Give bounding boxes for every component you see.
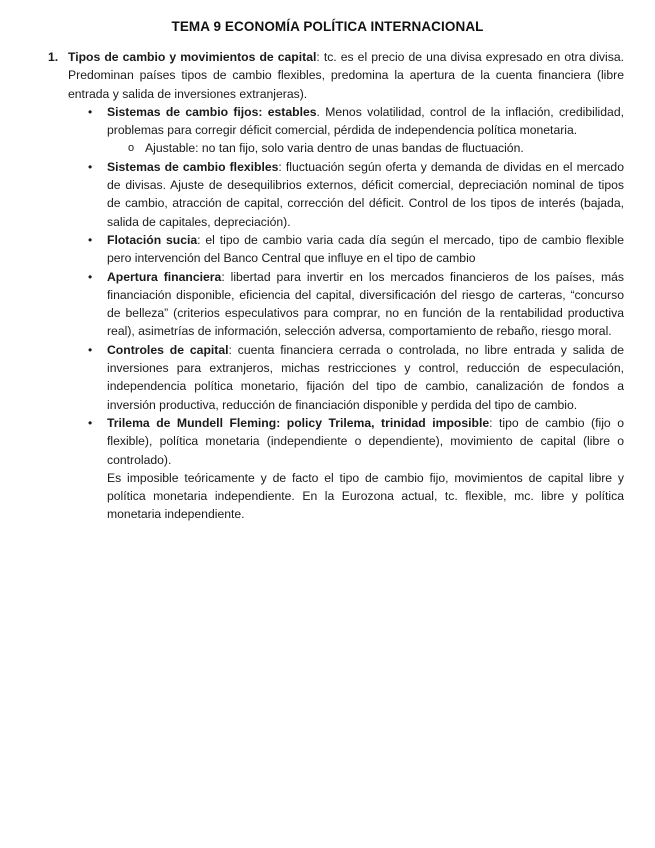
item-term: Sistemas de cambio flexibles [107,159,279,174]
list-item-capital-controls [88,341,625,414]
list-item-dirty-float [88,231,624,268]
document-title: TEMA 9 ECONOMÍA POLÍTICA INTERNACIONAL [171,19,484,34]
section-heading: Tipos de cambio y movimientos de capital [68,50,317,64]
item-text: : cuenta financiera cerrada o controlada, no libre entrada y salida de inversiones para extranjeros, michas restricciones y control, reducción de especulación, independencia política monetario, fijación del tipo de cambio, canalización de fondos a inversión productiva, reducción de financiación disponible y perdida del tipo de cambio. [107,342,625,412]
list-item-financial-openness [88,268,624,341]
list-item-trilemma [88,414,624,524]
sub-list [107,139,624,157]
item-text: : libertad para invertir en los mercados financieros de los países, más financiación disponible, eficiencia del capital, diversificación del riesgo de carteras, “concurso de belleza” (criterios especulativos para comprar, no en función de la rentabilidad productiva real), asimetrías de información, selección adversa, comportamiento de rebaño, riesgo moral. [107,269,624,339]
trilemma-conclusion: Es imposible teóricamente y de facto el tipo de cambio fijo, movimientos de capital libre y política monetaria independiente. En la Eurozona actual, tc. flexible, mc. libre y política monetaria independiente. [107,470,624,522]
item-term: Trilema de Mundell Fleming: policy Trilema, trinidad imposible [107,415,490,430]
section-number: 1. [48,50,59,64]
item-text: : fluctuación según oferta y demanda de dividas en el mercado de divisas. Ajuste de desequilibrios externos, déficit comercial, depreciación nominal de tipos de cambio, atracción de capital, corrección del déficit. Control de los tipos de interés (bajada, salida de capitales, depreciación). [107,159,624,229]
sub-item-text: Ajustable: no tan fijo, solo varia dentro de unas bandas de fluctuación. [145,141,524,156]
list-item-fixed-exchange [88,103,624,158]
bullet-icon: • [88,104,93,119]
bullet-icon: • [88,232,93,247]
list-item-flexible-exchange [88,158,624,231]
sub-bullet-icon: o [128,142,135,155]
bullet-icon: • [88,415,93,430]
item-text: . Menos volatilidad, control de la inflación, credibilidad, problemas para corregir déficit comercial, pérdida de independencia política monetaria. [107,104,624,138]
concept-list [68,103,624,524]
bullet-icon: • [88,342,93,357]
item-term: Controles de capital [107,342,229,357]
bullet-icon: • [88,159,93,174]
item-term: Sistemas de cambio fijos: estables [107,104,317,119]
item-text: : tipo de cambio (fijo o flexible), política monetaria (independiente o dependiente), movimiento de capital (libre o controlado). [107,415,624,467]
section-exchange-rates [48,48,625,524]
sub-list-item-adjustable [128,139,624,157]
item-term: Apertura financiera [107,269,222,284]
bullet-icon: • [88,269,93,284]
item-text: : el tipo de cambio varia cada día según el mercado, tipo de cambio flexible pero intervención del Banco Central que influye en el tipo de cambio [107,232,624,266]
section-intro-text: : tc. es el precio de una divisa expresado en otra divisa. Predominan países tipos de cambio flexibles, predomina la apertura de la cuenta financiera (libre entrada y salida de inversiones extranjeras). [68,50,624,101]
section-intro-paragraph [68,48,624,103]
item-term: Flotación sucia [107,232,198,247]
